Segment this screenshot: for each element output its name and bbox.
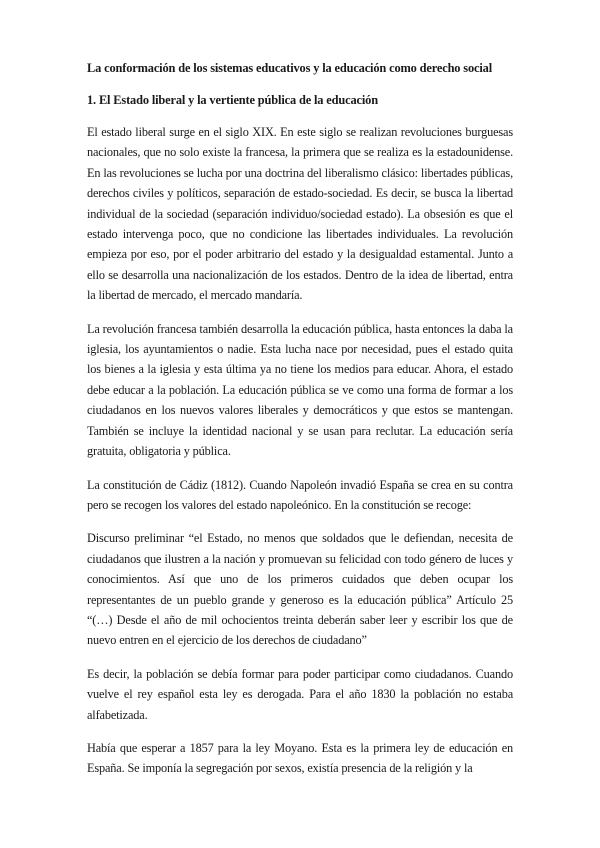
paragraph-revolucion-francesa: La revolución francesa también desarrolla la educación pública, hasta entonces la daba la iglesia, los ayuntamientos o nadie. Esta lucha nace por necesidad, pues el estado quita los bienes a la iglesia y esta última ya no tiene los medios para educar. Ahora, el estado debe educar a la población. La educación pública se ve como una forma de formar a los ciudadanos en los nuevos valores liberales y democráticos y que estos se mantengan. También se incluye la identidad nacional y se usan para reclutar. La educación sería gratuita, obligatoria y pública. [87,321,513,459]
paragraph-constitucion-cadiz: La constitución de Cádiz (1812). Cuando Napoleón invadió España se crea en su contra pero se recogen los valores del estado napoleónico. En la constitución se recoge: [87,477,513,512]
paragraph-discurso-preliminar: Discurso preliminar “el Estado, no menos que soldados que le defiendan, necesita de ciudadanos que ilustren a la nación y promuevan su felicidad con todo género de luces y conocimientos. Así que uno de los primeros cuidados que deben ocupar los representantes de un pueblo grande y generoso es la educación pública” Artículo 25 “(…) Desde el año de mil ochocientos treinta deberán saber leer y escribir los que de nuevo entren en el ejercicio de los derechos de ciudadano” [87,531,513,648]
paragraph-formacion-ciudadanos: Es decir, la población se debía formar para poder participar como ciudadanos. Cuando vuelve el rey español esta ley es derogada. Para el año 1830 la población no estaba alfabetizada. [87,666,513,722]
document-title: La conformación de los sistemas educativos y la educación como derecho social [87,61,492,75]
paragraph-ley-moyano: Había que esperar a 1857 para la ley Moyano. Esta es la primera ley de educación en España. Se imponía la segregación por sexos, existía presencia de la religión y la [87,740,513,776]
paragraph-estado-liberal: El estado liberal surge en el siglo XIX. En este siglo se realizan revoluciones burguesas nacionales, que no solo existe la francesa, la primera que se realiza es la estadounidense. En las revoluciones se lucha por una doctrina del liberalismo clásico: libertades públicas, derechos civiles y políticos, separación de estado-sociedad. Es decir, se busca la libertad individual de la sociedad (separación individuo/sociedad estado). La obsesión es que el estado intervenga poco, que no condicione las libertades individuales. La revolución empieza por eso, por el poder arbitrario del estado y la desigualdad estamental. Junto a ello se desarrolla una nacionalización de los estados. Dentro de la idea de libertad, entra la libertad de mercado, el mercado mandaría. [87,125,513,303]
section-heading: 1. El Estado liberal y la vertiente pública de la educación [87,93,378,107]
